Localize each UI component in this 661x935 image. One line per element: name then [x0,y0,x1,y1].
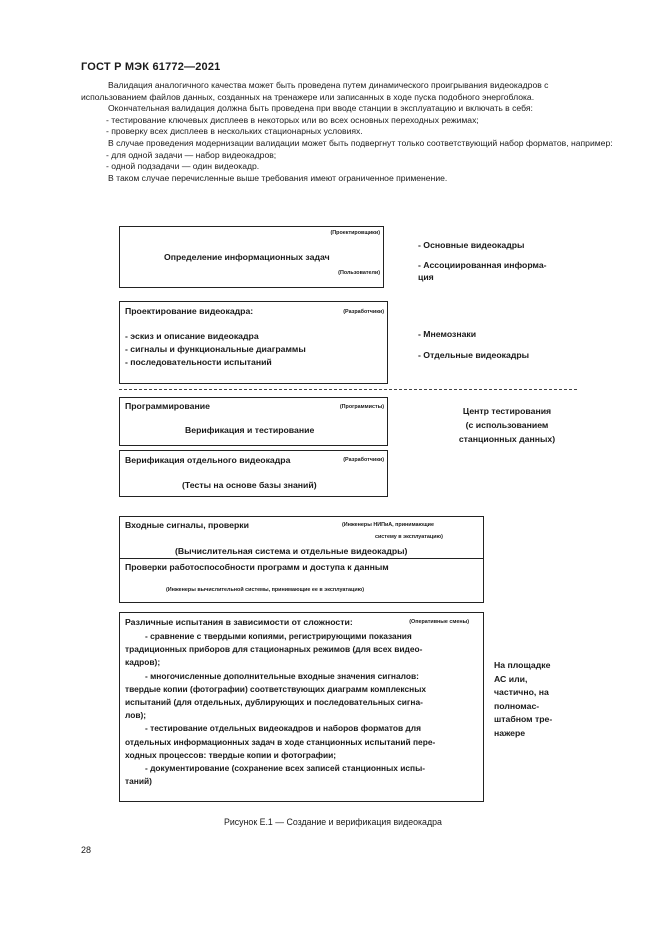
box7-line-2: традиционных приборов для стационарных режимов (для всех видео- [125,644,423,655]
box4-subtitle: (Тесты на основе базы знаний) [182,480,317,490]
box7-test-list [125,630,480,788]
box7-line-9: отдельных информационных задач в ходе станционных испытаний пере- [125,736,436,747]
page-number: 28 [81,845,92,855]
intro-list-item-3: - для одной задачи — набор видеокадров; [106,149,277,160]
box7-title: Различные испытания в зависимости от сложности: [125,617,353,627]
box4-tag-developers: (Разработчики) [343,457,384,463]
box7-line-5: твердые копии (фотографии) соответствующих диаграмм комплексных [125,683,427,694]
box7-line-10: ходных процессов: твердые копии и фотографии; [125,749,337,760]
box2-tag-developers: (Разработчики) [343,309,384,315]
side1-line3: ция [418,272,434,282]
box3-tag-programmers: (Программисты) [339,404,384,410]
side-note-3 [437,404,577,446]
box-information-tasks [119,226,384,288]
box5-title: Входные сигналы, проверки [125,520,249,530]
box-display-design [119,301,388,384]
side3-line3: станционных данных) [458,434,556,444]
side1-line2: - Ассоциированная информа- [418,260,547,270]
box1-title: Определение информационных задач [164,252,330,262]
box-display-verification [119,450,388,497]
box7-line-6: испытаний (для отдельных, дублирующих и последовательных сигна- [125,697,423,708]
intro-paragraph-1: Валидация аналогичного качества может быть проведена путем динамического проигрывания видеокадров с использованием файлов данных, созданных на тренажере или записанных в ходе пуска подобного энергоблока. [81,80,549,102]
box7-line-1: - сравнение с твердыми копиями, регистрирующими показания [145,631,412,641]
side4-line6: нажере [494,727,526,738]
box4-title: Верификация отдельного видеокадра [125,455,291,465]
box1-tag-designers: (Проектировщики) [330,230,380,236]
box5-tag-line1: (Инженеры НИПиА, принимающие [342,522,434,528]
box6-title: Проверки работоспособности программ и доступа к данным [125,562,389,572]
side4-line4: полномас- [494,700,540,711]
side4-line3: частично, на [494,687,549,697]
box7-line-8: - тестирование отдельных видеокадров и наборов форматов для [145,723,421,734]
intro-list-item-2: - проверку всех дисплеев в нескольких стационарных условиях. [106,126,363,137]
side4-line2: АС или, [494,673,528,684]
box7-line-3: кадров); [125,657,161,668]
side4-line5: штабном тре- [494,714,553,724]
figure-caption: Рисунок Е.1 — Создание и верификация видеокадра [224,817,442,827]
box7-tag-operators: (Оперативные смены) [409,619,469,625]
box5-tag-line2: систему в эксплуатацию) [375,534,443,540]
box2-item-3: - последовательности испытаний [125,357,272,367]
side2-line1: - Мнемознаки [418,329,477,339]
box2-item-2: - сигналы и функциональные диаграммы [125,344,306,354]
intro-list-item-1: - тестирование ключевых дисплеев в некоторых или во всех основных переходных режимах; [106,114,479,125]
box-program-checks [119,558,484,603]
box6-tag-engineers: (Инженеры вычислительной системы, принимающие ее в эксплуатацию) [166,587,365,593]
box2-item-1: - эскиз и описание видеокадра [125,331,259,341]
box7-line-12: таний) [125,776,152,787]
side-note-1 [418,239,547,283]
box-input-signals [119,516,484,559]
box3-subtitle: Верификация и тестирование [185,425,315,435]
box2-title: Проектирование видеокадра: [125,306,254,316]
intro-paragraph-3: В случае проведения модернизации валидации может быть подвергнут только соответствующий набор форматов, например: [108,137,613,148]
intro-list-item-4: - одной подзадачи — один видеокадр. [106,161,260,172]
side1-line1: - Основные видеокадры [418,240,525,250]
box5-subtitle: (Вычислительная система и отдельные видеокадры) [175,546,408,556]
side4-line1: На площадке [494,660,551,670]
side3-line2: (с использованием [465,420,549,430]
side2-line2: - Отдельные видеокадры [418,350,530,360]
side-note-4 [494,659,552,740]
intro-paragraph-4: В таком случае перечисленные выше требования имеют ограниченное применение. [108,172,448,183]
intro-paragraph-2: Окончательная валидация должна быть проведена при вводе станции в эксплуатацию и включать в себя: [108,103,533,114]
intro-text [81,80,615,184]
box7-line-11: - документирование (сохранение всех записей станционных испы- [145,763,426,774]
box-programming [119,397,388,446]
side-note-2 [418,328,529,361]
box7-line-7: лов); [125,710,147,721]
document-header: ГОСТ Р МЭК 61772—2021 [81,61,221,73]
side3-line1: Центр тестирования [462,406,552,416]
dashed-divider [119,389,577,390]
box1-tag-users: (Пользователи) [338,270,380,276]
box3-title: Программирование [125,401,210,411]
box-various-tests [119,612,484,802]
box7-line-4: - многочисленные дополнительные входные значения сигналов: [145,670,419,681]
